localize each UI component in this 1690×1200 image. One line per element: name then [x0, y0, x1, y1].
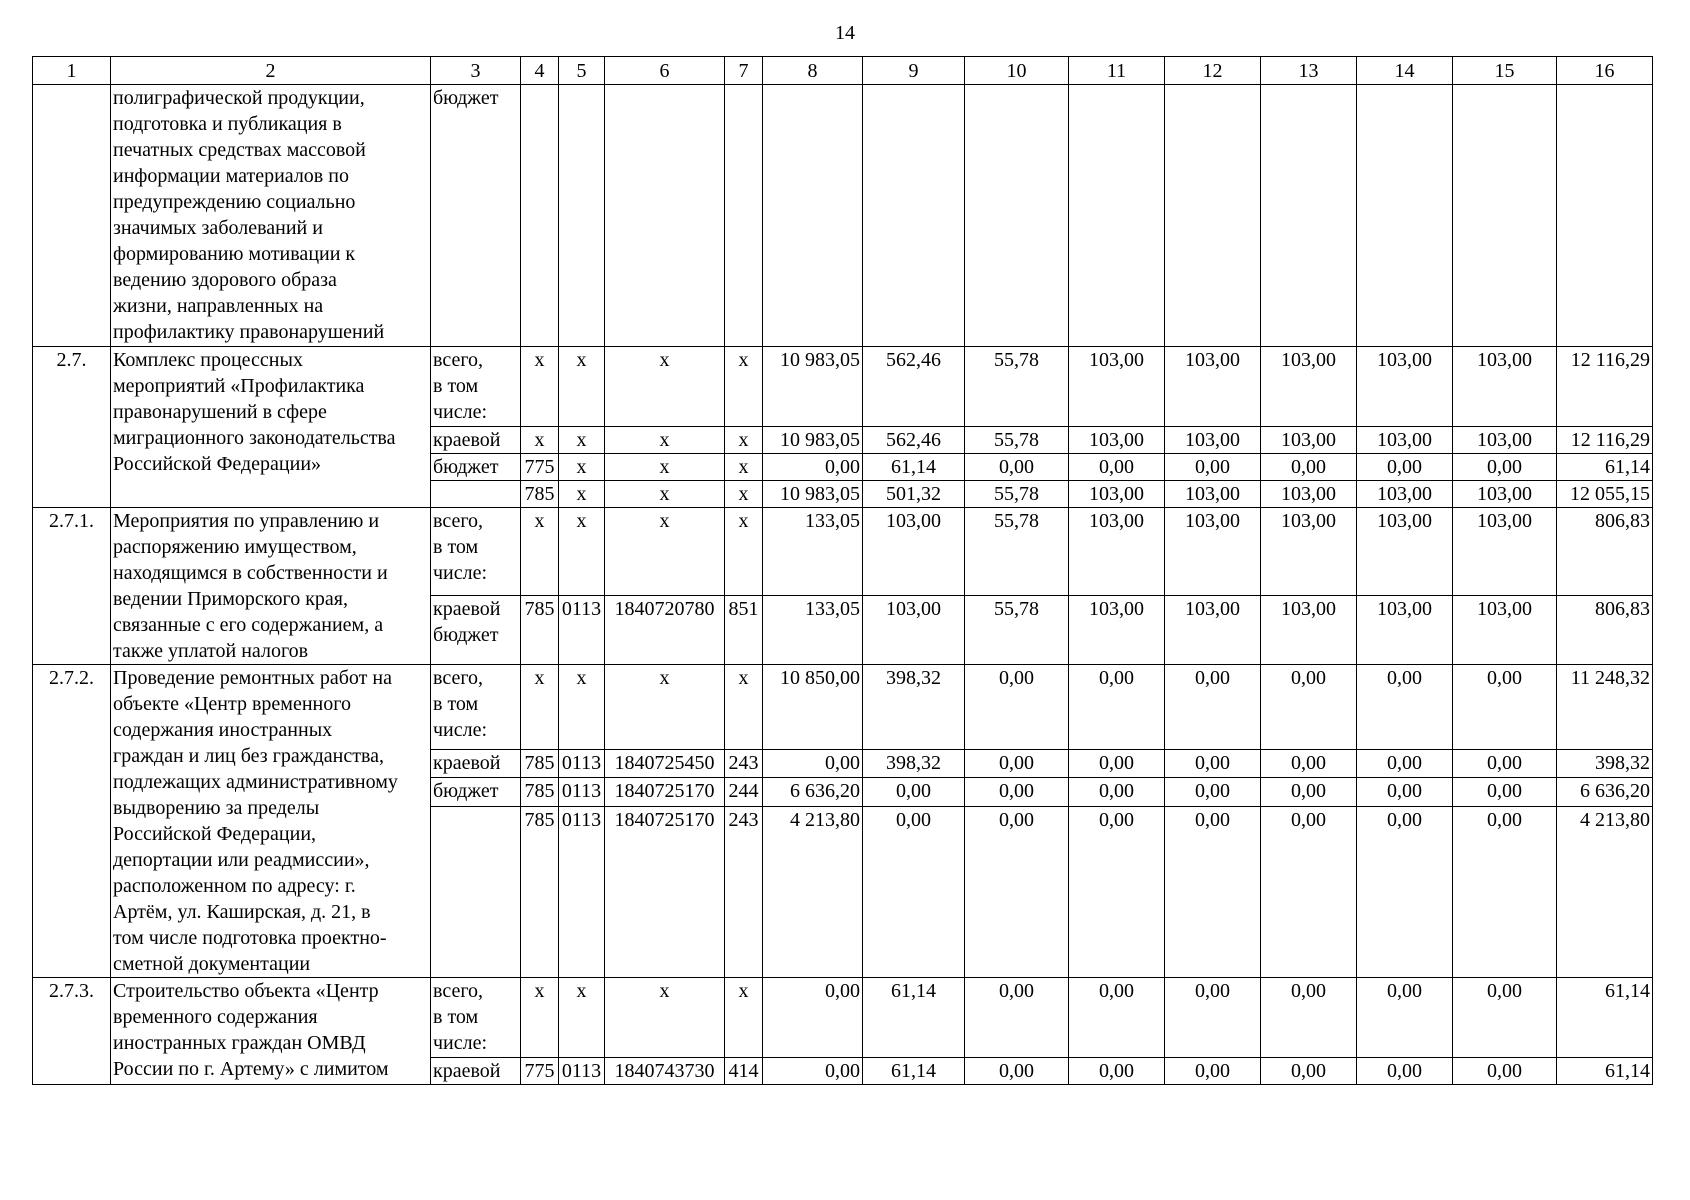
- funding-source: бюджет: [431, 85, 521, 347]
- code-cell: x: [559, 427, 605, 454]
- value-cell: 103,00: [863, 508, 965, 596]
- value-cell: 0,00: [965, 665, 1069, 750]
- code-cell: 1840720780: [605, 596, 725, 665]
- table-row: [33, 665, 1653, 750]
- value-cell: 61,14: [1557, 1058, 1653, 1085]
- funding-source: всего, в том числе:: [431, 978, 521, 1058]
- value-cell: 0,00: [1453, 1058, 1557, 1085]
- value-cell: 6 636,20: [763, 778, 863, 807]
- value-cell: [1165, 85, 1261, 347]
- item-number: 2.7.1.: [33, 508, 111, 665]
- value-cell: 4 213,80: [1557, 806, 1653, 977]
- value-cell: [965, 85, 1069, 347]
- value-cell: 61,14: [863, 454, 965, 481]
- code-cell: 0113: [559, 806, 605, 977]
- code-cell: [725, 85, 763, 347]
- column-header: 3: [431, 57, 521, 85]
- value-cell: 0,00: [965, 749, 1069, 778]
- value-cell: 398,32: [1557, 749, 1653, 778]
- funding-source: краевой: [431, 1058, 521, 1085]
- value-cell: 103,00: [1261, 596, 1357, 665]
- value-cell: 12 116,29: [1557, 347, 1653, 427]
- value-cell: 61,14: [1557, 978, 1653, 1058]
- column-header: 2: [111, 57, 431, 85]
- value-cell: 61,14: [1557, 454, 1653, 481]
- code-cell: x: [605, 427, 725, 454]
- code-cell: x: [559, 665, 605, 750]
- value-cell: 103,00: [1261, 508, 1357, 596]
- value-cell: [1557, 85, 1653, 347]
- value-cell: 103,00: [1357, 481, 1453, 508]
- code-cell: 785: [521, 749, 559, 778]
- code-cell: 243: [725, 806, 763, 977]
- value-cell: 61,14: [863, 978, 965, 1058]
- value-cell: 103,00: [1453, 481, 1557, 508]
- value-cell: [763, 85, 863, 347]
- code-cell: 785: [521, 596, 559, 665]
- value-cell: 0,00: [1165, 665, 1261, 750]
- value-cell: 4 213,80: [763, 806, 863, 977]
- column-header: 11: [1069, 57, 1165, 85]
- column-header: 6: [605, 57, 725, 85]
- value-cell: 398,32: [863, 749, 965, 778]
- funding-source: бюджет: [431, 454, 521, 481]
- value-cell: 0,00: [763, 749, 863, 778]
- value-cell: 0,00: [863, 806, 965, 977]
- value-cell: 6 636,20: [1557, 778, 1653, 807]
- item-name: полиграфической продукции, подготовка и публикация в печатных средствах массовой информации материалов по предупреждению социально значимых заболеваний и формированию мотивации к ведению здорового образа жизни, направленных на профилактику правонарушений: [111, 85, 431, 347]
- code-cell: x: [725, 665, 763, 750]
- code-cell: x: [521, 427, 559, 454]
- value-cell: 103,00: [1069, 508, 1165, 596]
- value-cell: 103,00: [1069, 347, 1165, 427]
- value-cell: [1069, 85, 1165, 347]
- value-cell: 103,00: [1069, 481, 1165, 508]
- value-cell: 0,00: [863, 778, 965, 807]
- code-cell: x: [605, 978, 725, 1058]
- column-header: 15: [1453, 57, 1557, 85]
- value-cell: 806,83: [1557, 508, 1653, 596]
- value-cell: 10 983,05: [763, 427, 863, 454]
- item-name: Мероприятия по управлению и распоряжению имуществом, находящимся в собственности и ведении Приморского края, связанные с его содержанием, а также уплатой налогов: [111, 508, 431, 665]
- value-cell: 0,00: [1165, 1058, 1261, 1085]
- code-cell: x: [521, 665, 559, 750]
- value-cell: 103,00: [1261, 427, 1357, 454]
- column-header: 10: [965, 57, 1069, 85]
- funding-source: всего, в том числе:: [431, 347, 521, 427]
- value-cell: 0,00: [965, 778, 1069, 807]
- value-cell: 0,00: [1261, 665, 1357, 750]
- funding-source: краевой бюджет: [431, 596, 521, 665]
- value-cell: 0,00: [1165, 778, 1261, 807]
- value-cell: 103,00: [1165, 596, 1261, 665]
- code-cell: 0113: [559, 749, 605, 778]
- table-row: [33, 85, 1653, 347]
- value-cell: 806,83: [1557, 596, 1653, 665]
- value-cell: 0,00: [1165, 749, 1261, 778]
- value-cell: 61,14: [863, 1058, 965, 1085]
- value-cell: 10 983,05: [763, 481, 863, 508]
- item-number: 2.7.2.: [33, 665, 111, 978]
- value-cell: 0,00: [1069, 454, 1165, 481]
- value-cell: 562,46: [863, 427, 965, 454]
- value-cell: 0,00: [965, 806, 1069, 977]
- code-cell: x: [521, 978, 559, 1058]
- code-cell: 1840743730: [605, 1058, 725, 1085]
- code-cell: 1840725170: [605, 806, 725, 977]
- value-cell: 0,00: [1357, 665, 1453, 750]
- value-cell: 10 983,05: [763, 347, 863, 427]
- code-cell: x: [559, 347, 605, 427]
- code-cell: x: [725, 347, 763, 427]
- value-cell: 0,00: [1261, 978, 1357, 1058]
- column-header: 8: [763, 57, 863, 85]
- code-cell: 414: [725, 1058, 763, 1085]
- code-cell: x: [725, 978, 763, 1058]
- code-cell: x: [559, 454, 605, 481]
- value-cell: 0,00: [1069, 978, 1165, 1058]
- value-cell: 0,00: [965, 978, 1069, 1058]
- table-row: [33, 347, 1653, 427]
- value-cell: 0,00: [1357, 778, 1453, 807]
- value-cell: 103,00: [1165, 481, 1261, 508]
- value-cell: 103,00: [1357, 508, 1453, 596]
- value-cell: 562,46: [863, 347, 965, 427]
- value-cell: 0,00: [1453, 806, 1557, 977]
- value-cell: 0,00: [1261, 778, 1357, 807]
- value-cell: [1261, 85, 1357, 347]
- header-row: [33, 57, 1653, 85]
- code-cell: x: [725, 508, 763, 596]
- funding-source: бюджет: [431, 778, 521, 807]
- item-number: [33, 85, 111, 347]
- code-cell: 0113: [559, 596, 605, 665]
- value-cell: 11 248,32: [1557, 665, 1653, 750]
- code-cell: 0113: [559, 778, 605, 807]
- value-cell: 0,00: [763, 1058, 863, 1085]
- value-cell: 0,00: [1261, 806, 1357, 977]
- funding-source: краевой: [431, 427, 521, 454]
- value-cell: 103,00: [1357, 596, 1453, 665]
- value-cell: 55,78: [965, 481, 1069, 508]
- value-cell: 103,00: [1069, 596, 1165, 665]
- code-cell: 775: [521, 1058, 559, 1085]
- value-cell: 0,00: [1069, 1058, 1165, 1085]
- code-cell: 785: [521, 806, 559, 977]
- page-number: 14: [835, 22, 855, 44]
- value-cell: 0,00: [1069, 806, 1165, 977]
- value-cell: 103,00: [1165, 347, 1261, 427]
- value-cell: 0,00: [1261, 1058, 1357, 1085]
- value-cell: 55,78: [965, 347, 1069, 427]
- column-header: 16: [1557, 57, 1653, 85]
- column-header: 1: [33, 57, 111, 85]
- value-cell: 0,00: [763, 454, 863, 481]
- value-cell: 103,00: [1069, 427, 1165, 454]
- column-header: 5: [559, 57, 605, 85]
- code-cell: x: [605, 508, 725, 596]
- code-cell: x: [725, 454, 763, 481]
- value-cell: 103,00: [1165, 508, 1261, 596]
- code-cell: x: [559, 978, 605, 1058]
- code-cell: 851: [725, 596, 763, 665]
- code-cell: x: [559, 481, 605, 508]
- funding-source: [431, 806, 521, 977]
- code-cell: 244: [725, 778, 763, 807]
- value-cell: 0,00: [1357, 454, 1453, 481]
- code-cell: [605, 85, 725, 347]
- code-cell: [559, 85, 605, 347]
- item-number: 2.7.3.: [33, 978, 111, 1085]
- column-header: 7: [725, 57, 763, 85]
- value-cell: 0,00: [1453, 665, 1557, 750]
- code-cell: x: [605, 347, 725, 427]
- value-cell: 0,00: [1261, 454, 1357, 481]
- code-cell: x: [521, 508, 559, 596]
- value-cell: 0,00: [1357, 1058, 1453, 1085]
- code-cell: 243: [725, 749, 763, 778]
- item-name: Строительство объекта «Центр временного содержания иностранных граждан ОМВД России по г. Артему» с лимитом: [111, 978, 431, 1085]
- value-cell: 0,00: [1165, 454, 1261, 481]
- code-cell: x: [521, 347, 559, 427]
- value-cell: 12 055,15: [1557, 481, 1653, 508]
- budget-table: [32, 56, 1653, 1085]
- value-cell: 0,00: [965, 1058, 1069, 1085]
- column-header: 12: [1165, 57, 1261, 85]
- column-header: 4: [521, 57, 559, 85]
- funding-source: всего, в том числе:: [431, 665, 521, 750]
- value-cell: 10 850,00: [763, 665, 863, 750]
- code-cell: 785: [521, 481, 559, 508]
- value-cell: 0,00: [1165, 978, 1261, 1058]
- value-cell: 0,00: [965, 454, 1069, 481]
- item-name: Проведение ремонтных работ на объекте «Центр временного содержания иностранных граждан и лиц без гражданства, подлежащих административному выдворению за пределы Российской Федерации, депортации или реадмиссии», расположенном по адресу: г. Артём, ул. Каширская, д. 21, в том числе подготовка проектно- сметной документации: [111, 665, 431, 978]
- value-cell: 103,00: [1261, 347, 1357, 427]
- value-cell: 0,00: [1453, 749, 1557, 778]
- value-cell: 103,00: [1453, 508, 1557, 596]
- value-cell: 55,78: [965, 596, 1069, 665]
- value-cell: 55,78: [965, 508, 1069, 596]
- value-cell: 0,00: [1453, 454, 1557, 481]
- funding-source: всего, в том числе:: [431, 508, 521, 596]
- value-cell: 0,00: [1453, 978, 1557, 1058]
- code-cell: x: [605, 665, 725, 750]
- value-cell: 0,00: [1069, 778, 1165, 807]
- value-cell: 103,00: [1165, 427, 1261, 454]
- value-cell: 0,00: [1069, 665, 1165, 750]
- value-cell: 103,00: [1453, 596, 1557, 665]
- code-cell: 1840725450: [605, 749, 725, 778]
- code-cell: [521, 85, 559, 347]
- column-header: 13: [1261, 57, 1357, 85]
- table-row: [33, 978, 1653, 1058]
- value-cell: 133,05: [763, 508, 863, 596]
- value-cell: 0,00: [1357, 749, 1453, 778]
- code-cell: 785: [521, 778, 559, 807]
- code-cell: 0113: [559, 1058, 605, 1085]
- code-cell: 775: [521, 454, 559, 481]
- value-cell: 103,00: [1261, 481, 1357, 508]
- value-cell: 0,00: [1357, 978, 1453, 1058]
- value-cell: 0,00: [1069, 749, 1165, 778]
- value-cell: 55,78: [965, 427, 1069, 454]
- value-cell: [1453, 85, 1557, 347]
- item-number: 2.7.: [33, 347, 111, 508]
- value-cell: [863, 85, 965, 347]
- value-cell: 103,00: [1357, 427, 1453, 454]
- value-cell: 0,00: [1261, 749, 1357, 778]
- funding-source: краевой: [431, 749, 521, 778]
- value-cell: 0,00: [1165, 806, 1261, 977]
- value-cell: 103,00: [1453, 347, 1557, 427]
- value-cell: 0,00: [1357, 806, 1453, 977]
- value-cell: 103,00: [1453, 427, 1557, 454]
- value-cell: 501,32: [863, 481, 965, 508]
- code-cell: 1840725170: [605, 778, 725, 807]
- value-cell: 0,00: [763, 978, 863, 1058]
- value-cell: 103,00: [863, 596, 965, 665]
- funding-source: [431, 481, 521, 508]
- column-header: 9: [863, 57, 965, 85]
- item-name: Комплекс процессных мероприятий «Профилактика правонарушений в сфере миграционного законодательства Российской Федерации»: [111, 347, 431, 508]
- value-cell: [1357, 85, 1453, 347]
- value-cell: 398,32: [863, 665, 965, 750]
- value-cell: 0,00: [1453, 778, 1557, 807]
- code-cell: x: [559, 508, 605, 596]
- code-cell: x: [605, 454, 725, 481]
- column-header: 14: [1357, 57, 1453, 85]
- code-cell: x: [605, 481, 725, 508]
- value-cell: 12 116,29: [1557, 427, 1653, 454]
- table-row: [33, 508, 1653, 596]
- code-cell: x: [725, 481, 763, 508]
- code-cell: x: [725, 427, 763, 454]
- value-cell: 133,05: [763, 596, 863, 665]
- value-cell: 103,00: [1357, 347, 1453, 427]
